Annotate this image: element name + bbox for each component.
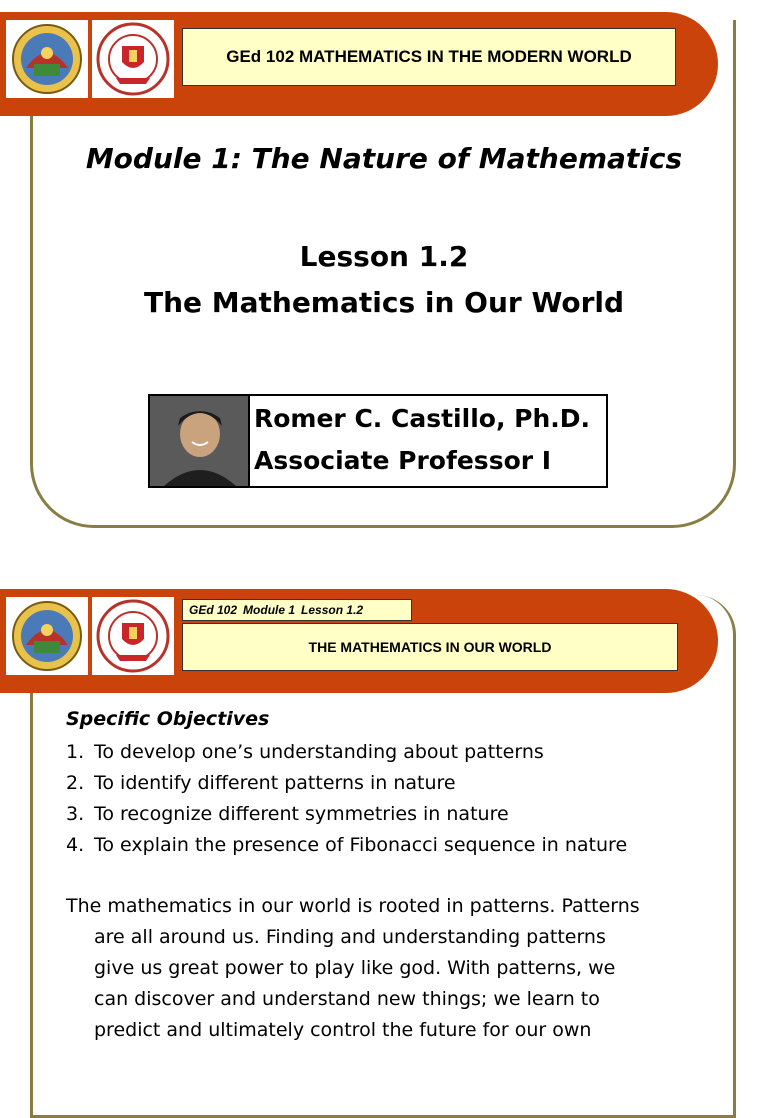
title-slide	[0, 0, 768, 540]
course-code: GEd 102	[189, 603, 238, 617]
module-title: Module 1: The Nature of Mathematics	[85, 142, 683, 175]
author-card	[148, 394, 608, 488]
province-seal-icon	[6, 597, 88, 675]
paragraph-line: are all around us. Finding and understanding patterns	[94, 926, 606, 948]
course-code-box	[182, 599, 412, 621]
objectives-list	[66, 737, 627, 861]
list-item: 4. To explain the presence of Fibonacci sequence in nature	[66, 834, 628, 856]
author-name: Romer C. Castillo, Ph.D.	[254, 404, 591, 433]
university-seal-icon	[92, 597, 174, 675]
person-photo-icon	[150, 396, 248, 486]
paragraph-line: The mathematics in our world is rooted in patterns. Patterns	[66, 895, 640, 917]
paragraph-line: give us great power to play like god. With patterns, we	[94, 957, 616, 979]
author-photo	[150, 396, 250, 486]
university-seal-logo	[92, 20, 174, 98]
lesson-number: Lesson 1.2	[299, 240, 469, 273]
author-rank: Associate Professor I	[254, 446, 552, 475]
province-seal-logo	[6, 597, 88, 675]
paragraph-line: can discover and understand new things; we learn to	[94, 988, 600, 1010]
objectives-slide	[0, 575, 768, 1041]
objectives-heading: Specific Objectives	[66, 708, 270, 730]
list-item: 3. To recognize different symmetries in nature	[66, 803, 509, 825]
lesson-code: Lesson 1.2	[301, 603, 364, 617]
university-seal-logo	[92, 597, 174, 675]
province-seal-icon	[6, 20, 88, 98]
lesson-title: The Mathematics in Our World	[143, 286, 625, 319]
course-title-box: GEd 102 MATHEMATICS IN THE MODERN WORLD	[182, 28, 676, 86]
university-seal-icon	[92, 20, 174, 98]
intro-paragraph	[66, 891, 726, 1046]
paragraph-line: predict and ultimately control the future for our own	[94, 1019, 592, 1041]
list-item: 2. To identify different patterns in nature	[66, 772, 456, 794]
list-item: 1. To develop one’s understanding about patterns	[66, 741, 544, 763]
module-code: Module 1	[243, 603, 296, 617]
province-seal-logo	[6, 20, 88, 98]
lesson-title-box: THE MATHEMATICS IN OUR WORLD	[182, 623, 678, 671]
